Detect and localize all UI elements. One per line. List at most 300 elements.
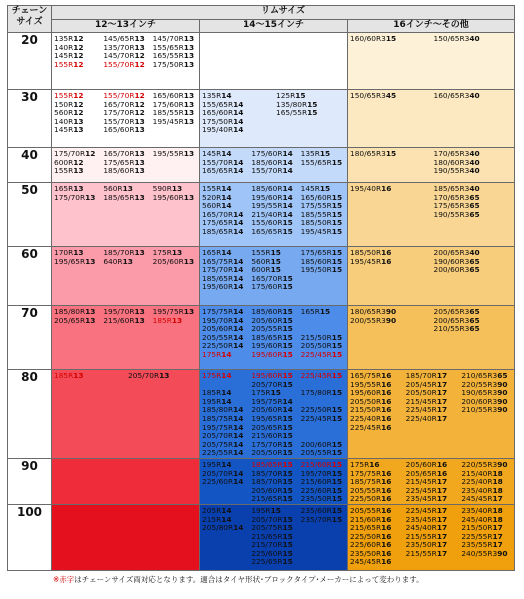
tire-size-text: 235/60R [300,505,332,515]
tire-size-rim: 17 [436,388,448,398]
tire-size-text: 175/70R [202,265,234,275]
tire-size-entry [434,266,515,275]
tire-size-entry [301,228,347,237]
tire-size-rim: 14 [221,184,232,193]
rim-group-cell [348,504,515,570]
tire-size-rim: 13 [183,99,195,109]
tire-size-text: 180/65R3 [350,307,386,316]
tire-size-rim: 90 [497,379,508,389]
tire-size-text: 185/65R [251,332,283,342]
tire-size-text: 215/70R [251,540,283,550]
tire-size-rim: 13 [73,125,84,135]
tire-size-entry [350,495,403,504]
tire-size-text: 195R [202,459,222,469]
tire-size-entry [434,92,515,101]
tire-size-text: 155R [202,184,222,193]
tire-size-text: 225/50R [350,531,382,541]
tire-size-rim: 90 [497,388,508,398]
table-row [8,504,515,570]
tire-size-text: 135/70R [103,42,135,52]
tire-size-rim: 14 [233,166,244,176]
tire-size-rim: 14 [233,468,244,478]
tire-size-rim: 15 [331,448,343,458]
tire-size-rim: 65 [469,192,480,202]
tire-size-text: 225/60R [300,485,332,495]
tire-size-entry [406,424,459,433]
tire-size-rim: 15 [282,523,293,533]
tire-size-rim: 15 [282,448,293,458]
tire-size-entry [301,372,347,381]
tire-size-rim: 13 [134,125,145,135]
tire-size-entry [202,541,248,550]
tire-size-rim: 65 [469,201,480,211]
tire-size-text: 165R [202,248,222,257]
tire-size-entry [434,167,515,176]
tire-size-text: 205/60R [251,485,283,495]
tire-size-text: 140R [54,42,74,52]
tire-size-text: 150R [54,99,74,109]
tire-size-text: 205/55R [350,485,382,495]
tire-size-rim: 15 [319,184,331,193]
tire-size-rim: 16 [381,548,392,558]
tire-size-rim: 14 [282,166,293,176]
tire-size-entry [350,159,431,168]
tire-size-text: 175/70R [103,108,135,118]
tire-size-text: 195/70R [300,468,332,478]
tire-size-rim: 16 [381,422,392,432]
tire-size-text: 215/45R [405,477,437,487]
table-body [8,33,515,571]
tire-size-rim: 14 [221,388,232,398]
tire-size-text: 195/60R [251,341,283,351]
tire-size-rim: 16 [381,413,392,423]
tire-size-text: 175/80R [300,388,332,398]
tire-size-entry [202,228,248,237]
tire-size-list [52,306,199,325]
tire-size-entry [301,533,347,542]
tire-size-rim: 13 [134,116,145,126]
tire-size-rim: 14 [282,149,293,158]
tire-size-rim: 16 [369,459,380,469]
tire-size-rim: 17 [436,505,448,515]
tire-size-rim: 15 [282,514,293,524]
tire-size-text: 235/50R [350,548,382,558]
tire-size-text: 215/50R [300,332,332,342]
tire-size-rim: 40 [469,248,480,257]
tire-size-text: 225/45R [300,371,332,380]
tire-size-text: 150/65R3 [433,34,470,43]
tire-size-rim: 15 [307,108,318,118]
tire-size-rim: 15 [331,265,343,275]
tire-size-text: 205/70R [251,514,283,524]
chain-size-cell: 50 [8,183,52,247]
tire-size-list [200,459,347,504]
tire-size-text: 165/75R [202,256,234,266]
tire-size-text: 190/55R3 [433,166,470,176]
tire-size-entry [461,424,514,433]
tire-size-list [52,90,199,135]
tire-size-entry [153,126,199,135]
tire-size-text: 220/55R3 [461,379,498,389]
tire-size-rim: 14 [233,477,244,487]
tire-size-rim: 16 [381,514,392,524]
tire-size-rim: 15 [282,273,293,283]
tire-size-text: 165/70R [103,149,135,158]
tire-size-rim: 15 [319,149,331,158]
tire-size-text: 235/40R [461,485,493,495]
tire-size-text: 195/70R [103,307,135,316]
tire-size-entry [301,159,347,168]
table-row [8,148,515,183]
tire-size-entry [202,533,248,542]
tire-size-text: 170R [54,248,74,257]
tire-size-text: 225/60R [251,548,283,558]
tire-size-rim: 16 [381,540,392,550]
tire-size-rim: 13 [134,157,145,167]
tire-size-text: 185/50R [350,248,382,257]
tire-size-entry [434,325,515,334]
tire-size-entry [251,228,297,237]
tire-size-rim: 90 [497,459,508,469]
tire-size-text: 145/70R [103,51,135,61]
tire-size-rim: 13 [134,192,145,202]
tire-size-rim: 15 [331,494,343,504]
tire-size-rim: 15 [282,341,293,351]
tire-size-entry [251,495,297,504]
tire-size-rim: 13 [171,184,183,193]
tire-size-entry [350,211,431,220]
tire-size-text: 195/45R [152,116,184,126]
tire-size-rim: 15 [331,341,343,351]
tire-size-list [200,183,347,237]
tire-size-text: 165/60R [152,91,184,100]
tire-size-text: 135R [300,149,320,158]
tire-size-text: 165R [300,307,320,316]
tire-size-text: 560R [54,108,74,118]
tire-size-text: 170/65R3 [433,149,470,158]
tire-size-text: 215R [202,514,222,524]
tire-size-text: 175/50R [152,59,184,69]
tire-size-entry [103,317,149,326]
tire-size-text: 225/40R [350,413,382,423]
tire-size-rim: 16 [381,405,392,415]
tire-size-rim: 13 [73,184,84,193]
tire-size-rim: 14 [282,157,293,167]
tire-size-rim: 15 [282,431,293,441]
tire-size-text: 185/70R [405,371,437,380]
rim-group-cell [348,247,515,306]
tire-size-text: 210/55R3 [461,405,498,415]
tire-size-rim: 15 [282,459,293,469]
tire-size-list [200,505,347,567]
tire-size-text: 225/60R [350,540,382,550]
tire-size-rim: 15 [295,91,306,100]
tire-size-rim: 13 [73,166,84,176]
tire-size-text: 235/50R [300,494,332,504]
tire-size-text: 185/65R [202,273,234,283]
tire-size-text: 235/45R [405,494,437,504]
tire-size-rim: 15 [282,379,293,389]
footnote [7,571,515,585]
tire-size-text: 195R [251,505,271,515]
tire-size-rim: 15 [282,371,293,380]
tire-size-entry [301,550,347,559]
tire-size-text: 150/65R3 [350,91,386,100]
tire-size-entry [251,167,297,176]
tire-size-text: 160/65R3 [433,91,470,100]
tire-size-rim: 13 [183,34,195,43]
tire-size-text: 205/55R [300,448,332,458]
tire-size-text: 195/40R [350,184,382,193]
tire-size-entry [301,351,347,360]
tire-size-rim: 17 [492,494,503,504]
tire-size-text: 195/55R [251,201,283,211]
tire-size-rim: 15 [282,422,293,432]
tire-size-entry [301,516,347,525]
tire-size-rim: 16 [381,477,392,487]
tire-size-rim: 16 [381,523,392,533]
tire-size-rim: 14 [233,324,244,334]
tire-size-rim: 14 [221,514,232,524]
tire-size-rim: 13 [73,371,84,380]
tire-size-rim: 12 [73,42,84,52]
tire-size-rim: 15 [331,485,343,495]
tire-size-text: 185R [152,315,172,325]
tire-size-rim: 14 [233,439,244,449]
tire-size-rim: 17 [436,494,448,504]
tire-size-entry [153,118,199,127]
tire-size-rim: 12 [73,99,84,109]
tire-size-text: 590R [152,184,172,193]
table-row [8,90,515,148]
tire-size-text: 190/65R3 [461,388,498,398]
group-header-12-13: 12～13インチ [52,19,200,33]
tire-size-text: 175/70R [54,192,86,202]
rim-group-cell [52,90,200,148]
tire-size-text: 195R [202,396,222,406]
tire-size-list [348,459,514,504]
tire-size-rim: 17 [436,413,448,423]
tire-size-rim: 14 [282,184,293,193]
chain-size-chart [7,5,515,585]
tire-size-list [348,306,514,334]
tire-size-text: 185/65R [251,459,283,469]
rim-group-cell [348,370,515,459]
tire-size-rim: 17 [436,523,448,533]
tire-size-rim: 15 [282,226,293,236]
tire-size-list [52,148,199,176]
tire-size-entry [202,550,248,559]
tire-size-text: 215/55R [405,548,437,558]
tire-size-list [348,505,514,567]
tire-size-text: 165/55R [152,51,184,61]
tire-size-entry [54,194,100,203]
tire-size-text: 215/50R [461,523,493,533]
tire-size-text: 185/55R [300,209,332,219]
tire-size-text: 195/60R [251,349,283,359]
tire-size-rim: 16 [381,248,392,257]
chain-size-cell: 30 [8,90,52,148]
tire-size-rim: 15 [331,248,343,257]
rim-group-cell [200,306,348,370]
tire-size-entry [54,372,125,381]
tire-size-text: 185/65R3 [433,184,470,193]
table-row [8,458,515,504]
tire-size-text: 195/45R [350,256,382,266]
tire-size-rim: 90 [385,315,397,325]
tire-size-text: 215/60R [300,477,332,487]
tire-size-rim: 16 [381,371,392,380]
table-row [8,33,515,90]
tire-size-text: 220/55R3 [461,459,498,469]
tire-size-text: 215/40R [251,209,283,219]
tire-size-text: 175/55R [300,201,332,211]
rim-group-cell [52,458,200,504]
tire-size-rim: 15 [282,540,293,550]
tire-size-rim: 14 [233,315,244,325]
tire-size-text: 225/45R [405,405,437,415]
tire-size-text: 140R [54,116,74,126]
tire-size-entry [103,258,149,267]
tire-size-entry [350,202,431,211]
tire-size-rim: 13 [134,34,145,43]
tire-size-text: 215/65R [251,531,283,541]
tire-size-text: 560R [202,201,222,211]
chain-size-header: チェーン サイズ [8,6,52,33]
tire-size-text: 145R [54,51,74,61]
tire-size-rim: 12 [134,91,145,100]
tire-size-entry [350,558,403,567]
tire-size-rim: 15 [331,332,343,342]
tire-size-text: 205/60R [251,405,283,415]
tire-size-text: 145R [202,149,222,158]
tire-size-rim: 40 [469,149,480,158]
tire-size-text: 205/45R [405,379,437,389]
tire-size-text: 180/60R3 [433,157,470,167]
tire-size-rim: 14 [221,91,232,100]
tire-size-entry [301,389,347,398]
tire-size-text: 225/50R [350,494,382,504]
tire-size-text: 225/45R [300,413,332,423]
tire-size-rim: 13 [159,371,170,380]
tire-size-list [348,183,514,219]
tire-size-text: 185/70R [251,477,283,487]
tire-size-rim: 16 [381,494,392,504]
tire-size-rim: 18 [492,514,503,524]
tire-size-entry [54,317,100,326]
tire-size-rim: 14 [233,125,244,135]
chain-size-cell: 70 [8,306,52,370]
tire-size-rim: 15 [331,514,343,524]
tire-size-entry [350,266,431,275]
tire-size-rim: 12 [73,34,84,43]
tire-size-text: 205/50R [251,448,283,458]
tire-size-rim: 14 [233,413,244,423]
tire-size-text: 175R [152,248,172,257]
tire-size-rim: 15 [282,324,293,334]
tire-size-rim: 12 [73,59,84,69]
tire-size-rim: 15 [282,494,293,504]
rim-group-cell [200,504,348,570]
tire-size-rim: 12 [73,91,84,100]
tire-size-rim: 13 [183,91,195,100]
tire-size-text: 225/45R [300,349,332,359]
tire-size-rim: 14 [233,332,244,342]
tire-size-rim: 13 [73,116,84,126]
tire-size-entry [202,283,248,292]
rim-group-cell [348,183,515,247]
tire-size-text: 125R [276,91,296,100]
tire-size-entry [301,283,347,292]
tire-size-entry [301,308,347,317]
tire-size-entry [461,558,514,567]
tire-size-text: 205/65R [405,468,437,478]
tire-size-text: 165/65R [202,166,234,176]
tire-size-rim: 17 [436,379,448,389]
tire-size-rim: 16 [381,557,392,567]
tire-size-rim: 13 [171,248,183,257]
tire-size-rim: 13 [134,42,145,52]
tire-size-text: 225/45R [350,422,382,432]
tire-size-entry [350,194,431,203]
tire-size-text: 225/40R [461,477,493,487]
tire-size-text: 225/55R [202,448,234,458]
tire-size-entry [434,211,515,220]
tire-size-text: 185/55R [152,108,184,118]
tire-size-rim: 14 [233,157,244,167]
tire-size-rim: 15 [331,371,343,380]
tire-size-rim: 14 [233,209,244,219]
tire-size-text: 155/70R [103,91,135,100]
tire-size-text: 185/70R [103,248,135,257]
tire-size-rim: 12 [73,108,84,118]
tire-size-rim: 16 [381,505,392,515]
footnote-mark: ※赤字 [53,574,75,584]
rim-group-cell [52,306,200,370]
rim-group-cell [348,33,515,90]
tire-size-rim: 15 [282,315,293,325]
tire-size-rim: 13 [183,192,195,202]
tire-size-text: 195/60R [350,388,382,398]
tire-size-text: 155R [251,248,271,257]
tire-size-text: 225/50R [202,341,234,351]
tire-size-text: 175/75R [202,307,234,316]
tire-size-entry [301,424,347,433]
tire-size-text: 225/45R [405,505,437,515]
tire-size-rim: 13 [122,184,133,193]
tire-size-rim: 15 [282,468,293,478]
tire-size-rim: 14 [233,341,244,351]
tire-size-rim: 65 [469,265,480,275]
tire-size-text: 175/60R [152,99,184,109]
tire-size-rim: 12 [85,149,96,158]
tire-size-entry [202,495,248,504]
tire-size-rim: 14 [233,431,244,441]
tire-size-entry [406,550,459,559]
tire-size-list [52,183,199,202]
tire-size-text: 185/70R [251,468,283,478]
tire-size-entry [202,126,273,135]
tire-size-rim: 17 [436,477,448,487]
tire-size-text: 155/70R [103,59,135,69]
tire-size-text: 155/70R [202,157,234,167]
tire-size-rim: 18 [492,477,503,487]
tire-size-text: 195/40R [202,125,234,135]
tire-size-rim: 14 [233,307,244,316]
tire-size-rim: 13 [183,307,195,316]
tire-size-text: 165/75R [350,371,382,380]
tire-size-rim: 12 [134,99,145,109]
